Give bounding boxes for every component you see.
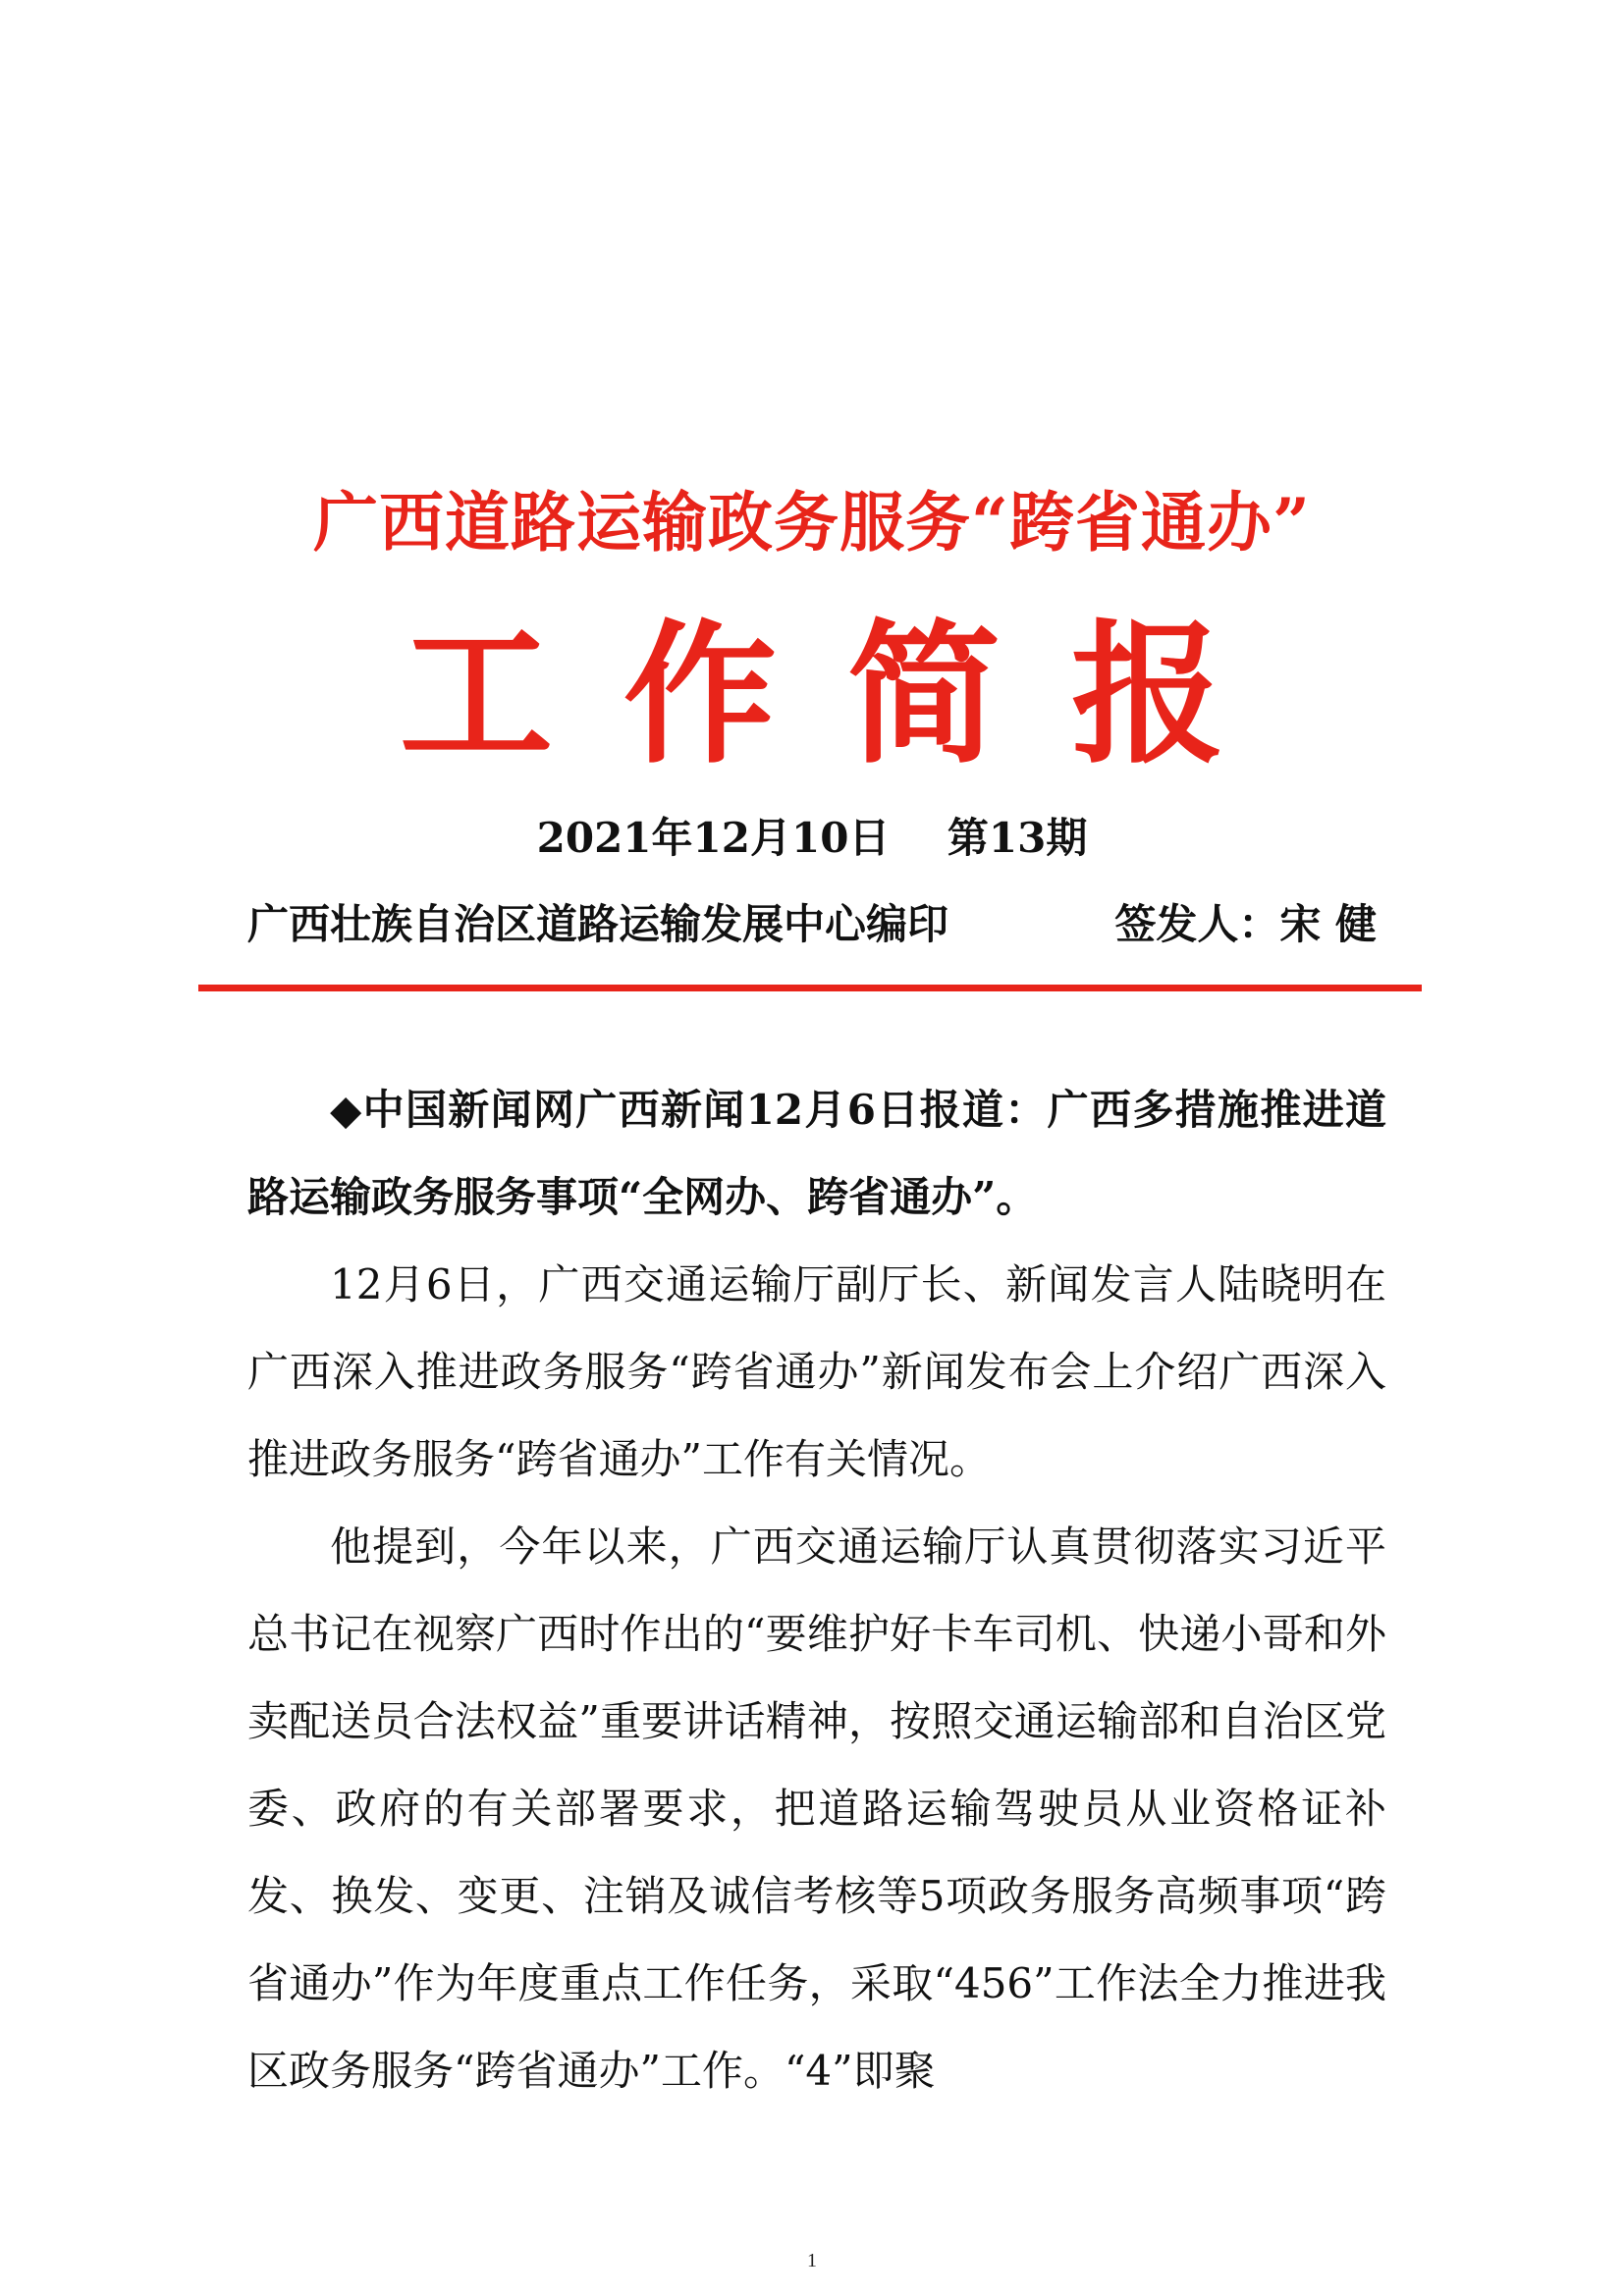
article-paragraph: 他提到，今年以来，广西交通运输厅认真贯彻落实习近平总书记在视察广西时作出的“要维护好卡车司机、快递小哥和外卖配送员合法权益”重要讲话精神，按照交通运输部和自治区党委、政府的有关部署要求，把道路运输驾驶员从业资格证补发、换发、变更、注销及诚信考核等5项政务服务高频事项“跨省通办”作为年度重点工作任务，采取“456”工作法全力推进我区政务服务“跨省通办”工作。“4”即聚 [247,1522,1386,2095]
issue-date-number: 2021年12月10日 第13期 [536,814,1088,862]
article-body [247,1066,1386,2114]
article-paragraph: 12月6日，广西交通运输厅副厅长、新闻发言人陆晓明在广西深入推进政务服务“跨省通办”新闻发布会上介绍广西深入推进政务服务“跨省通办”工作有关情况。 [247,1260,1386,1483]
red-divider-rule [198,985,1422,991]
issuer-row [247,895,1377,954]
bulletin-title-line2: 工作简报 [400,605,1295,784]
page-number: 1 [807,2250,817,2271]
bulletin-title-line1: 广西道路运输政务服务“跨省通办” [313,484,1311,561]
article-headline: ◆中国新闻网广西新闻12月6日报道：广西多措施推进道路运输政务服务事项“全网办、跨省通办”。 [247,1086,1386,1221]
issuer-name: 广西壮族自治区道路运输发展中心编印 [247,900,949,948]
signer: 签发人：宋 健 [1114,900,1377,948]
